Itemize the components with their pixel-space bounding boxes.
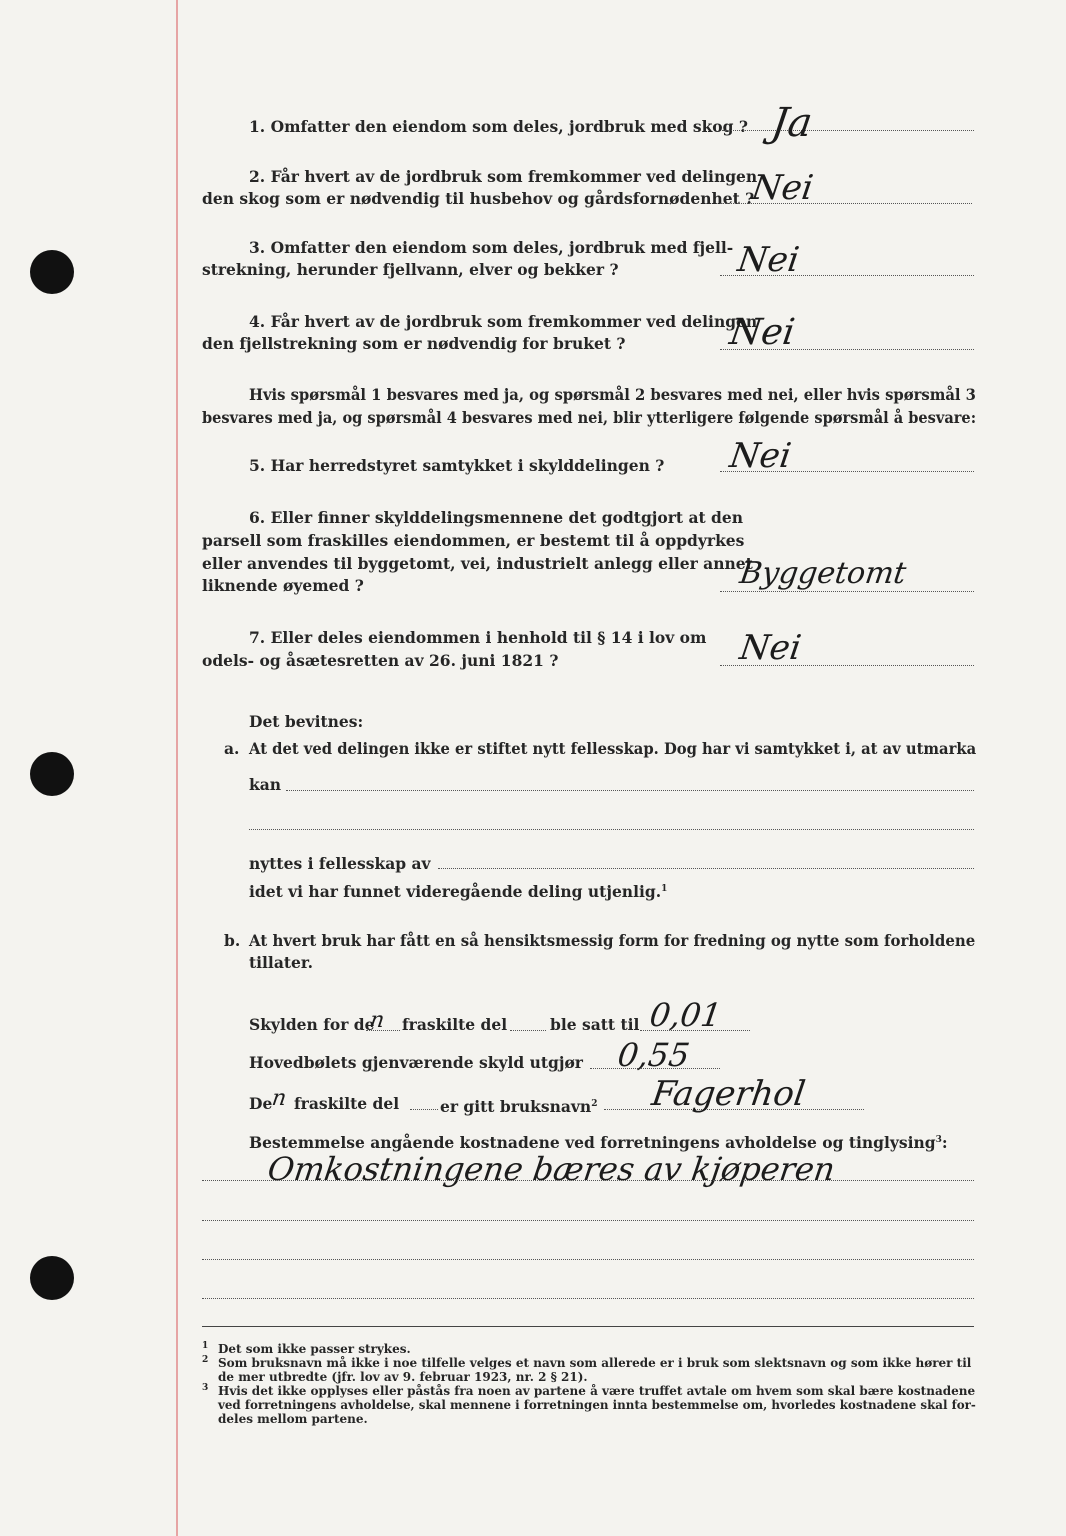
attest-idet bbox=[249, 878, 667, 903]
punch-hole-top bbox=[30, 250, 74, 294]
den-label-b: fraskilte del bbox=[294, 1094, 400, 1113]
answer-line-1 bbox=[722, 130, 974, 131]
nyttes-line bbox=[438, 868, 974, 869]
attest-a-text: At det ved delingen ikke er stiftet nytt fellesskap. Dog har vi samtykket i, at av utmarka bbox=[249, 739, 977, 758]
question-4-line-2: den fjellstrekning som er nødvendig for bruket ? bbox=[202, 334, 626, 353]
answer-4: Nei bbox=[727, 312, 798, 353]
footnote-2-line-1: Som bruksnavn må ikke i noe tilfelle velges et navn som allerede er i bruk som slektsnavn og som ikke hører til bbox=[218, 1356, 972, 1370]
footnote-3-line-1: Hvis det ikke opplyses eller påstås fra noen av partene å være truffet avtale om hvem som skal bære kostnadene bbox=[218, 1384, 976, 1398]
footnote-1-number: 1 bbox=[202, 1341, 209, 1351]
footnote-2-number: 2 bbox=[202, 1355, 209, 1365]
question-2-line-2: den skog som er nødvendig til husbehov og gårdsfornødenhet ? bbox=[202, 189, 755, 208]
attest-b-line-1: At hvert bruk har fått en så hensiktsmessig form for fredning og nytte som forholdene bbox=[249, 931, 976, 950]
question-2-line-1: 2. Får hvert av de jordbruk som fremkommer ved delingen bbox=[249, 167, 758, 186]
condition-line-2: besvares med ja, og spørsmål 4 besvares med nei, blir ytterligere følgende spørsmål å besvare: bbox=[202, 408, 977, 427]
question-6-line-2: parsell som fraskilles eiendommen, er bestemt til å oppdyrkes bbox=[202, 531, 745, 550]
skyld-label-b: fraskilte del bbox=[402, 1015, 508, 1034]
answer-1: Ja bbox=[768, 100, 816, 146]
best-line-2 bbox=[202, 1220, 974, 1221]
attest-b-line-2: tillater. bbox=[249, 953, 314, 972]
condition-line-1: Hvis spørsmål 1 besvares med ja, og spørsmål 2 besvares med nei, eller hvis spørsmål 3 bbox=[249, 385, 976, 404]
den-label-c bbox=[440, 1093, 597, 1118]
best-label-text: Bestemmelse angående kostnadene ved forretningens avholdelse og tinglysing bbox=[249, 1133, 936, 1153]
best-colon: : bbox=[941, 1133, 948, 1153]
bruksnavn-value: Fagerhol bbox=[649, 1074, 808, 1114]
punch-hole-middle bbox=[30, 752, 74, 796]
answer-2: Nei bbox=[749, 168, 816, 208]
skyld-label-c: ble satt til bbox=[550, 1015, 640, 1034]
question-5: 5. Har herredstyret samtykket i skylddelingen ? bbox=[249, 456, 665, 475]
hoved-value: 0,55 bbox=[615, 1036, 692, 1074]
question-6-line-1: 6. Eller finner skylddelingsmennene det godtgjort at den bbox=[249, 508, 744, 527]
footnote-3-number: 3 bbox=[202, 1383, 209, 1393]
question-6-line-4: liknende øyemed ? bbox=[202, 576, 364, 595]
attest-idet-text: idet vi har funnet videregående deling utjenlig. bbox=[249, 882, 662, 902]
footnote-1: Det som ikke passer strykes. bbox=[218, 1342, 411, 1356]
question-3-line-1: 3. Omfatter den eiendom som deles, jordbruk med fjell- bbox=[249, 238, 734, 257]
attest-nyttes: nyttes i fellesskap av bbox=[249, 854, 431, 873]
den-label-a: De bbox=[249, 1094, 273, 1113]
footnote-ref-1: 1 bbox=[661, 884, 668, 894]
kan-line-2 bbox=[249, 829, 974, 830]
attest-kan: kan bbox=[249, 775, 282, 794]
den-label-c-text: er gitt bruksnavn bbox=[440, 1097, 592, 1117]
margin-line bbox=[176, 0, 178, 1536]
answer-line-6 bbox=[720, 591, 974, 592]
footnote-rule bbox=[202, 1326, 974, 1327]
question-4-line-1: 4. Får hvert av de jordbruk som fremkommer ved delingen bbox=[249, 312, 758, 331]
skyld-label-a: Skylden for de bbox=[249, 1015, 375, 1034]
best-line-3 bbox=[202, 1259, 974, 1260]
skyld-value: 0,01 bbox=[647, 996, 724, 1034]
hoved-label: Hovedbølets gjenværende skyld utgjør bbox=[249, 1053, 583, 1072]
attest-a-label: a. bbox=[224, 739, 240, 758]
best-line-1 bbox=[202, 1180, 974, 1181]
footnote-3-line-3: deles mellom partene. bbox=[218, 1412, 368, 1426]
answer-7: Nei bbox=[737, 628, 804, 668]
footnote-ref-3: 3 bbox=[935, 1135, 942, 1145]
best-value: Omkostningene bæres av kjøperen bbox=[265, 1150, 838, 1188]
answer-3: Nei bbox=[735, 240, 802, 280]
question-1: 1. Omfatter den eiendom som deles, jordbruk med skog ? bbox=[249, 117, 748, 136]
question-7-line-2: odels- og åsætesretten av 26. juni 1821 ? bbox=[202, 651, 559, 670]
skyld-n-line bbox=[366, 1030, 400, 1031]
skyld-del-line bbox=[510, 1030, 546, 1031]
question-6-line-3: eller anvendes til byggetomt, vei, industrielt anlegg eller annet bbox=[202, 554, 753, 573]
den-line bbox=[410, 1109, 438, 1110]
attest-b-label: b. bbox=[224, 931, 241, 950]
answer-6: Byggetomt bbox=[737, 556, 909, 591]
footnote-3-line-2: ved forretningens avholdelse, skal mennene i forretningen innta bestemmelse om, hvorledes kostnadene skal for- bbox=[218, 1398, 976, 1412]
attest-heading: Det bevitnes: bbox=[249, 712, 364, 731]
best-line-4 bbox=[202, 1298, 974, 1299]
skyld-n: n bbox=[368, 1008, 386, 1033]
footnote-2-line-2: de mer utbredte (jfr. lov av 9. februar 1923, nr. 2 § 21). bbox=[218, 1370, 588, 1384]
punch-hole-bottom bbox=[30, 1256, 74, 1300]
question-3-line-2: strekning, herunder fjellvann, elver og bekker ? bbox=[202, 260, 619, 279]
kan-line bbox=[286, 790, 974, 791]
answer-5: Nei bbox=[727, 436, 794, 476]
footnote-ref-2: 2 bbox=[591, 1099, 598, 1109]
den-n: n bbox=[270, 1086, 288, 1111]
question-7-line-1: 7. Eller deles eiendommen i henhold til § 14 i lov om bbox=[249, 628, 707, 647]
